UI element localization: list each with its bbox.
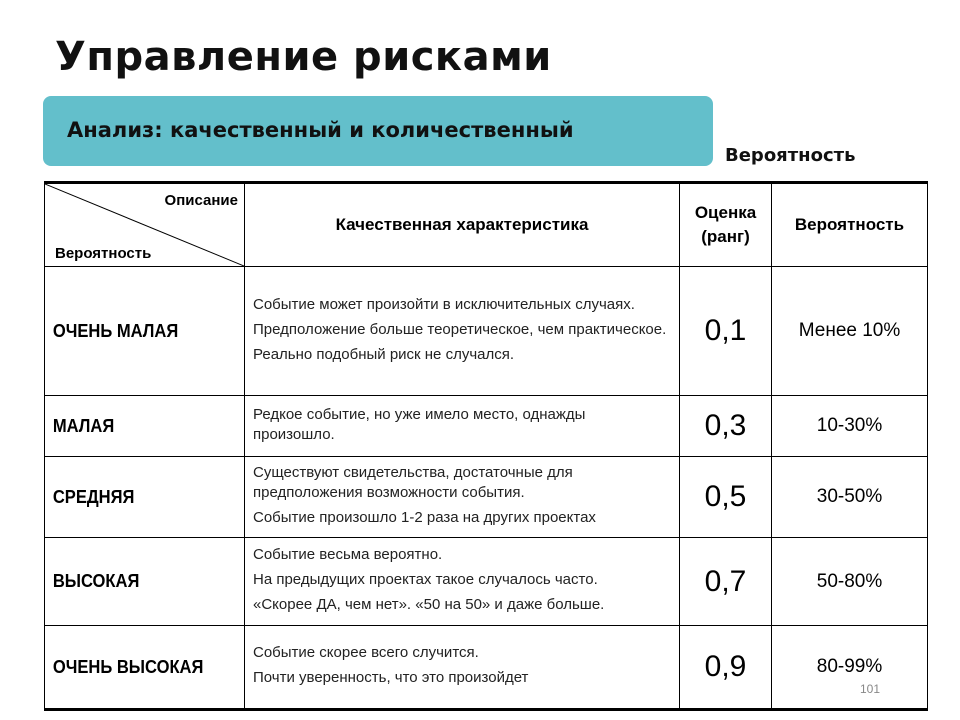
row-description [245,626,680,710]
header-description: Описание [164,192,238,209]
row-description [245,267,680,396]
description-line: «Скорее ДА, чем нет». «50 на 50» и даже больше. [253,596,605,613]
table-row [45,626,928,710]
table-row [45,538,928,626]
description-line: Предположение больше теоретическое, чем практическое. [253,320,667,338]
row-probability: 30-50% [772,457,928,538]
table-row [45,396,928,457]
row-probability: 80-99% [772,626,928,710]
page-number: 101 [860,682,881,696]
row-level: СРЕДНЯЯ [45,457,229,538]
row-score: 0,3 [680,396,772,457]
description-line: Событие весьма вероятно. [253,546,443,563]
row-score: 0,9 [680,626,772,710]
row-level: МАЛАЯ [45,396,229,457]
table-row [45,457,928,538]
table-header-row [45,183,928,267]
row-score: 0,1 [680,267,772,396]
table-row [45,267,928,396]
header-qualitative: Качественная характеристика [245,183,680,267]
row-description [245,538,680,626]
header-score: Оценка (ранг) [680,183,772,267]
header-probability-axis: Вероятность [55,245,152,262]
row-score: 0,5 [680,457,772,538]
diagonal-header-cell [45,183,245,267]
page-title: Управление рисками [55,34,552,80]
row-description [245,457,680,538]
description-line: Событие скорее всего случится. [253,644,479,661]
row-description [245,396,680,457]
probability-caption: Вероятность [725,145,856,166]
description-line: Существуют свидетельства, достаточные для предположения возможности события. [253,464,573,501]
section-banner [43,96,713,166]
banner-text: Анализ: качественный и количественный [67,118,574,142]
row-probability: Менее 10% [772,267,928,396]
row-level: ОЧЕНЬ ВЫСОКАЯ [45,626,229,710]
row-probability: 50-80% [772,538,928,626]
description-line: На предыдущих проектах такое случалось часто. [253,571,598,588]
description-line: Редкое событие, но уже имело место, однажды произошло. [253,405,586,443]
risk-table [44,181,928,711]
description-line: Событие произошло 1-2 раза на других проектах [253,509,596,526]
row-level: ВЫСОКАЯ [45,538,229,626]
header-probability: Вероятность [772,183,928,267]
row-probability: 10-30% [772,396,928,457]
row-level: ОЧЕНЬ МАЛАЯ [45,267,229,396]
description-line: Событие может произойти в исключительных случаях. [253,295,635,313]
description-line: Почти уверенность, что это произойдет [253,669,529,686]
row-score: 0,7 [680,538,772,626]
description-line: Реально подобный риск не случался. [253,345,515,363]
